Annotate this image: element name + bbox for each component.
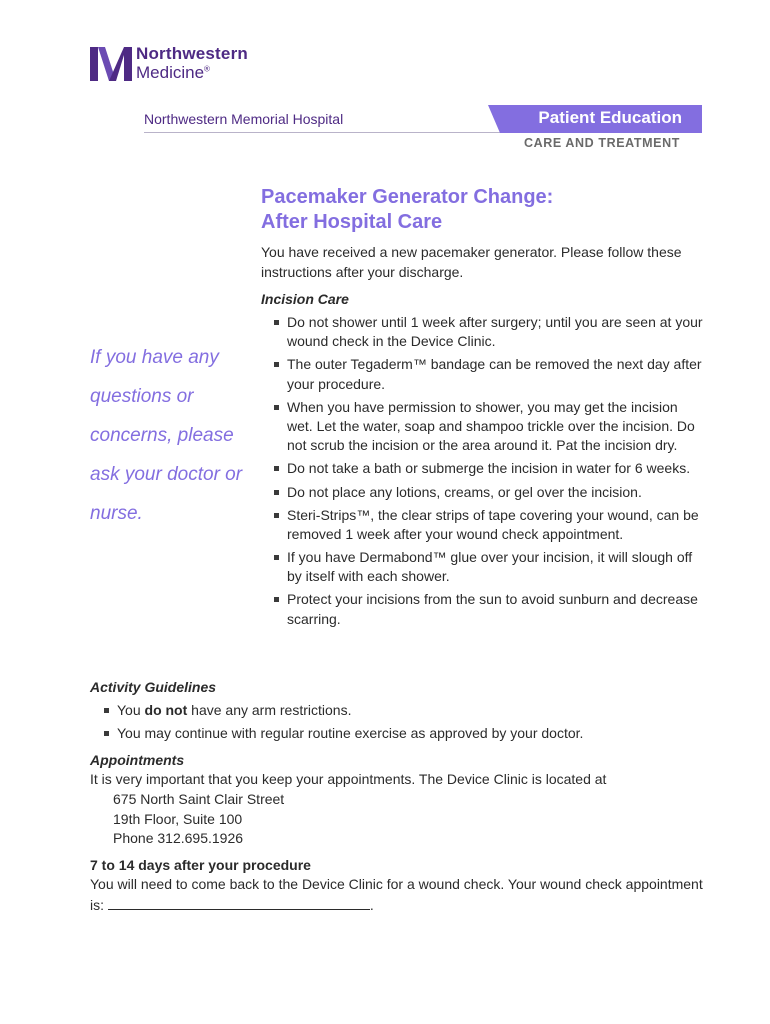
bullet-icon <box>274 320 279 325</box>
followup-paragraph <box>90 875 710 915</box>
list-item-text: have any arm restrictions. <box>187 702 352 718</box>
bullet-icon <box>274 405 279 410</box>
address-street: 675 North Saint Clair Street <box>113 791 285 807</box>
address-floor: 19th Floor, Suite 100 <box>113 810 243 827</box>
list-item-text: Do not take a bath or submerge the incision in water for 6 weeks. <box>287 460 691 477</box>
list-item-text: The outer Tegaderm™ bandage can be removed the next day after your procedure. <box>287 356 702 392</box>
bullet-icon <box>274 490 279 495</box>
list-item <box>274 548 706 587</box>
list-item <box>274 398 706 456</box>
list-item-text: Do not shower until 1 week after surgery; until you are seen at your wound check in the Device Clinic. <box>287 314 703 350</box>
appointment-blank-line[interactable] <box>108 895 370 910</box>
logo-wordmark <box>136 45 248 81</box>
title-line-2: After Hospital Care <box>261 211 443 233</box>
title-line-1: Pacemaker Generator Change: <box>261 186 554 208</box>
followup-text: You will need to come back to the Device Clinic for a wound check. Your wound check appointment is: <box>90 876 703 913</box>
bullet-icon <box>274 513 279 518</box>
incision-care-heading: Incision Care <box>261 291 349 307</box>
list-item-text: Protect your incisions from the sun to avoid sunburn and decrease scarring. <box>287 591 698 627</box>
list-item-text: When you have permission to shower, you may get the incision wet. Let the water, soap and shampoo trickle over the incision. Do not scrub the incision or the area around it. Pat the incision dry. <box>287 398 695 454</box>
hospital-name: Northwestern Memorial Hospital <box>144 111 344 127</box>
intro-paragraph: You have received a new pacemaker generator. Please follow these instructions after your discharge. <box>261 244 682 280</box>
list-item-text: Steri-Strips™, the clear strips of tape covering your wound, can be removed 1 week after your wound check appointment. <box>287 506 699 542</box>
logo-line-medicine <box>136 64 248 81</box>
activity-guidelines-list <box>104 701 724 747</box>
section-subheading: CARE AND TREATMENT <box>524 136 680 150</box>
list-item <box>274 355 706 394</box>
logo-line-northwestern: Northwestern <box>136 44 248 63</box>
page-title <box>261 185 553 235</box>
logo-medicine-text: Medicine <box>136 63 205 82</box>
list-item-text: If you have Dermabond™ glue over your incision, it will slough off by itself with each shower. <box>287 549 693 585</box>
incision-care-list <box>274 313 706 633</box>
address-phone: Phone 312.695.1926 <box>113 830 244 846</box>
northwestern-medicine-logo <box>90 44 248 82</box>
nm-monogram-icon <box>90 47 132 81</box>
list-item-text: Do not place any lotions, creams, or gel over the incision. <box>287 483 642 500</box>
trademark-symbol: ® <box>204 64 210 74</box>
followup-heading: 7 to 14 days after your procedure <box>90 857 311 873</box>
followup-period: . <box>369 896 374 913</box>
clinic-address <box>113 790 284 849</box>
list-item <box>274 590 706 629</box>
bullet-icon <box>274 362 279 367</box>
bullet-icon <box>274 466 279 471</box>
appointments-paragraph: It is very important that you keep your appointments. The Device Clinic is located at <box>90 771 607 787</box>
patient-education-banner <box>488 105 702 133</box>
emphasis-text: do not <box>144 702 188 718</box>
bullet-icon <box>274 555 279 560</box>
list-item <box>104 724 724 743</box>
list-item-text: You <box>117 702 145 718</box>
bullet-icon <box>104 708 109 713</box>
list-item <box>274 459 706 478</box>
bullet-icon <box>104 731 109 736</box>
pull-quote: If you have any questions or concerns, please ask your doctor or nurse. <box>90 347 243 524</box>
list-item <box>274 483 706 502</box>
banner-label: Patient Education <box>538 108 682 127</box>
list-item <box>274 506 706 545</box>
list-item <box>274 313 706 352</box>
bullet-icon <box>274 597 279 602</box>
list-item-text: You may continue with regular routine exercise as approved by your doctor. <box>117 725 584 742</box>
appointments-heading: Appointments <box>90 752 185 768</box>
activity-guidelines-heading: Activity Guidelines <box>90 679 217 695</box>
list-item <box>104 701 724 720</box>
